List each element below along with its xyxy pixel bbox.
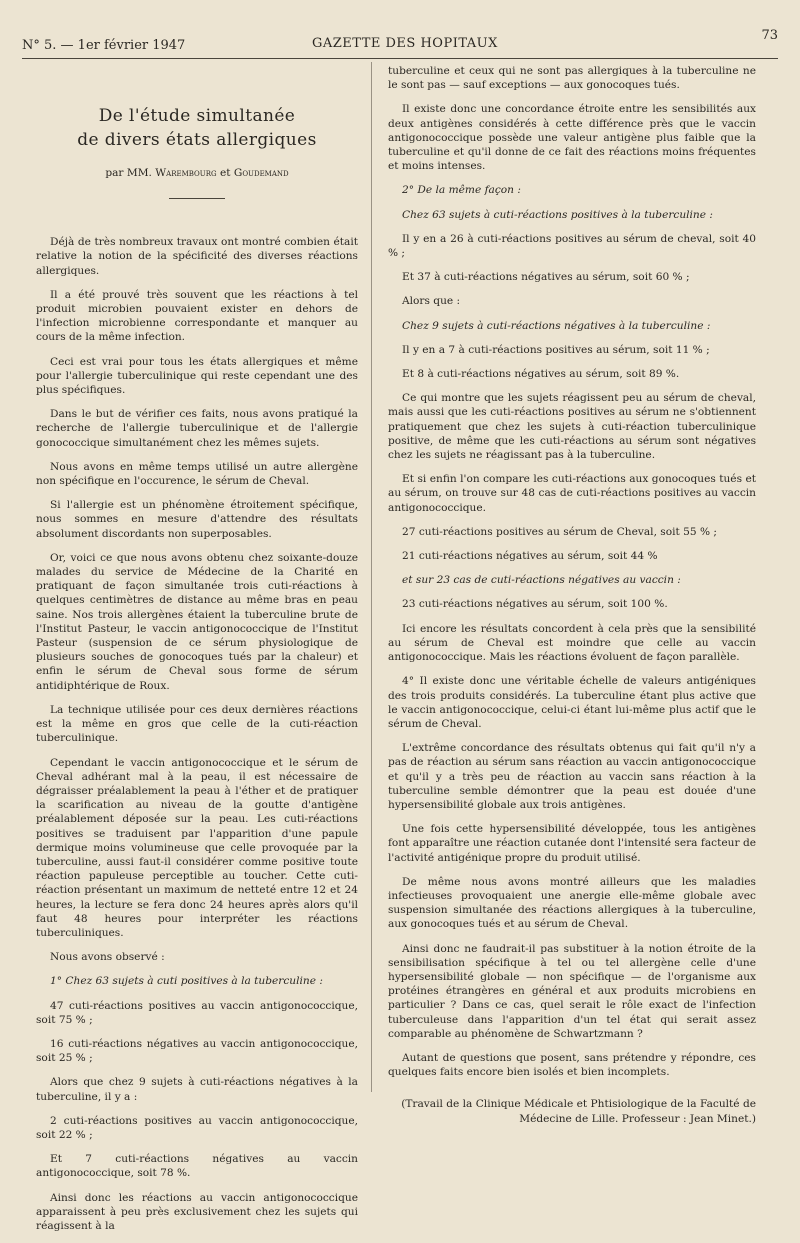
paragraph: Et 8 à cuti-réactions négatives au sérum, soit 89 %.	[402, 368, 680, 381]
title-separator	[169, 198, 225, 199]
issue-date: N° 5. — 1er février 1947	[22, 38, 186, 53]
paragraph: Et si enfin l'on compare les cuti-réactions aux gonocoques tués et au sérum, on trouve sur 48 cas de cuti-réactions positives au vaccin antigonococcique.	[388, 473, 756, 514]
paragraph: 2° De la même façon :	[402, 184, 521, 197]
paragraph: Et 7 cuti-réactions négatives au vaccin antigonococcique, soit 78 %.	[36, 1153, 358, 1180]
paragraph: Il a été prouvé très souvent que les réactions à tel produit microbien pouvaient exister en dehors de l'infection microbienne correspondante et manquer au cours de la même infection.	[36, 288, 358, 344]
paragraph: 1° Chez 63 sujets à cuti positives à la tuberculine :	[50, 975, 323, 988]
paragraph: Ainsi donc ne faudrait-il pas substituer à la notion étroite de la sensibilisation spécifique à tel ou tel allergène celle d'une hypersensibilité globale — non spécifique — de l'organisme aux protéines étrangères en général et aux produits microbiens en particulier ? Dans ce cas, quel serait le rôle exact de l'infection tuberculeuse dans l'apparition d'un tel état qui serait assez comparable au phénomène de Schwartzmann ?	[388, 942, 756, 1040]
header-rule	[22, 58, 778, 59]
paragraph: Ici encore les résultats concordent à cela près que la sensibilité au sérum de Cheval est moindre que celle au vaccin antigonococcique. Mais les réactions évoluent de façon parallèle.	[388, 622, 756, 664]
paragraph: Autant de questions que posent, sans prétendre y répondre, ces quelques faits encore bien isolés et bien incomplets.	[388, 1051, 756, 1079]
right-column	[388, 64, 756, 1136]
paragraph: Une fois cette hypersensibilité développée, tous les antigènes font apparaître une réaction cutanée dont l'intensité sera facteur de l'activité antigénique propre du produit utilisé.	[388, 823, 756, 864]
journal-name: GAZETTE DES HOPITAUX	[312, 36, 498, 51]
author-name: Goudemand	[233, 167, 289, 179]
paragraph: 2 cuti-réactions positives au vaccin antigonococcique, soit 22 % ;	[36, 1114, 358, 1141]
paragraph: 21 cuti-réactions négatives au sérum, soit 44 %	[402, 550, 658, 563]
paragraph: Cependant le vaccin antigonococcique et le sérum de Cheval adhérant mal à la peau, il est nécessaire de dégraisser préalablement la peau à l'éther et de pratiquer la scarification au niveau de la goutte d'antigène préalablement déposée sur la peau. Les cuti-réactions positives se traduisent par l'apparition d'une papule dermique moins volumineuse que celle provoquée par la tuberculine, aussi faut-il considérer comme positive toute réaction papuleuse perceptible au toucher. Cette cuti-réaction présentant un maximum de netteté entre 12 et 24 heures, la lecture se fera donc 24 heures après alors qu'il faut 48 heures pour interpréter les réactions tuberculiniques.	[36, 756, 358, 939]
column-rule	[371, 62, 372, 1092]
paragraph: 23 cuti-réactions négatives au sérum, soit 100 %.	[402, 598, 668, 611]
author-name: Warembourg	[155, 167, 217, 179]
paragraph: Et 37 à cuti-réactions négatives au sérum, soit 60 % ;	[402, 271, 690, 284]
page-number: 73	[761, 28, 778, 43]
paragraph: Dans le but de vérifier ces faits, nous avons pratiqué la recherche de l'allergie tuberculinique et de l'allergie gonococcique simultanément chez les mêmes sujets.	[36, 408, 358, 449]
paragraph: Ceci est vrai pour tous les états allergiques et même pour l'allergie tuberculinique qui reste cependant une des plus spécifiques.	[36, 355, 358, 397]
paragraph: Chez 63 sujets à cuti-réactions positives à la tuberculine :	[402, 208, 713, 221]
paragraph: Alors que chez 9 sujets à cuti-réactions négatives à la tuberculine, il y a :	[36, 1076, 358, 1103]
paragraph: 27 cuti-réactions positives au sérum de Cheval, soit 55 % ;	[402, 525, 717, 538]
paragraph: Or, voici ce que nous avons obtenu chez soixante-douze malades du service de Médecine de la Charité en pratiquant de façon simultanée trois cuti-réactions à quelques centimètres de distance au même bras en peau saine. Nos trois allergènes étaient la tuberculine brute de l'Institut Pasteur, le vaccin antigonococcique de l'Institut Pasteur (suspension de ce sérum physiologique de plusieurs souches de gonocoques tués par la chaleur) et enfin le sérum de Cheval sous forme de sérum antidiphtérique de Roux.	[36, 551, 358, 692]
paragraph: Déjà de très nombreux travaux ont montré combien était relative la notion de la spécificité des diverses réactions allergiques.	[36, 236, 358, 277]
paragraph: Ce qui montre que les sujets réagissent peu au sérum de cheval, mais aussi que les cuti-réactions positives au sérum ne s'obtiennent pratiquement que chez les sujets à cuti-réaction tuberculinique positive, de même que les cuti-réactions au sérum sont négatives chez les sujets ne réagissant pas à la tuberculine.	[388, 392, 756, 462]
paragraph: Ainsi donc les réactions au vaccin antigonococcique apparaissent à peu près exclusivement chez les sujets qui réagissent à la	[36, 1191, 358, 1232]
paragraph: 47 cuti-réactions positives au vaccin antigonococcique, soit 75 % ;	[36, 999, 358, 1026]
article-title: De l'étude simultanée de divers états allergiques	[77, 106, 317, 150]
paragraph: Nous avons observé :	[50, 951, 165, 964]
paragraph: Il y en a 26 à cuti-réactions positives au sérum de cheval, soit 40 % ;	[388, 232, 756, 260]
paragraph: Chez 9 sujets à cuti-réactions négatives à la tuberculine :	[402, 319, 711, 332]
paragraph: Il y en a 7 à cuti-réactions positives au sérum, soit 11 % ;	[402, 343, 710, 356]
paragraph: Nous avons en même temps utilisé un autre allergène non spécifique en l'occurence, le sérum de Cheval.	[36, 460, 358, 488]
paragraph: 16 cuti-réactions négatives au vaccin antigonococcique, soit 25 % ;	[36, 1037, 358, 1065]
paragraph: Si l'allergie est un phénomène étroitement spécifique, nous sommes en mesure d'attendre des résultats absolument discordants non superposables.	[36, 499, 358, 540]
paragraph: Alors que :	[402, 295, 461, 308]
affiliation-note: (Travail de la Clinique Médicale et Phtisiologique de la Faculté de Médecine de Lille. Professeur : Jean Minet.)	[401, 1098, 756, 1125]
article-authors: par MM. Warembourg et Goudemand	[105, 167, 289, 179]
paragraph: tuberculine et ceux qui ne sont pas allergiques à la tuberculine ne le sont pas — sauf exceptions — aux gonocoques tués.	[388, 65, 756, 92]
paragraph: La technique utilisée pour ces deux dernières réactions est la même en gros que celle de la cuti-réaction tuberculinique.	[36, 703, 358, 745]
paragraph: De même nous avons montré ailleurs que les maladies infectieuses provoquaient une anergie elle-même globale avec suspension simultanée des réactions allergiques à la tuberculine, aux gonocoques tués et au sérum de Cheval.	[388, 875, 756, 931]
running-header	[22, 28, 778, 56]
paragraph: Il existe donc une concordance étroite entre les sensibilités aux deux antigènes considérés à cette différence près que le vaccin antigonococcique possède une valeur antigène plus faible que la tuberculine et qu'il donne de ce fait des réactions moins fréquentes et moins intenses.	[388, 103, 756, 173]
paragraph: et sur 23 cas de cuti-réactions négatives au vaccin :	[402, 574, 681, 587]
left-column	[36, 64, 358, 1243]
paragraph: L'extrême concordance des résultats obtenus qui fait qu'il n'y a pas de réaction au sérum sans réaction au vaccin antigonococcique et qu'il y a très peu de réaction au vaccin sans réaction à la tuberculine semble démontrer que la peau est douée d'une hypersensibilité globale aux trois antigènes.	[388, 742, 756, 811]
paragraph: 4° Il existe donc une véritable échelle de valeurs antigéniques des trois produits considérés. La tuberculine étant plus active que le vaccin antigonococcique, celui-ci étant lui-même plus actif que le sérum de Cheval.	[388, 675, 756, 730]
